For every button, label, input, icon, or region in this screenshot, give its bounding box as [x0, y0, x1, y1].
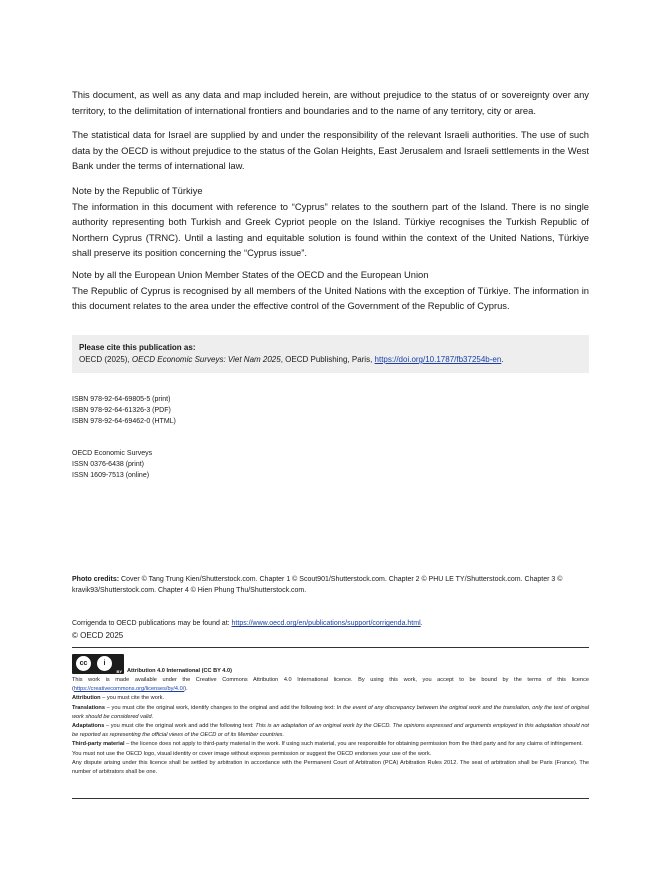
adaptations-italic: This is an adaptation of an original work by the OECD. The opinions expressed and arguments employed in this adaptation should not be reported as representing the official views of the OECD or of its Member countries. [72, 723, 589, 739]
license-adaptations [72, 722, 589, 740]
copyright: © OECD 2025 [72, 631, 124, 640]
third-party-text: – the licence does not apply to third-party material in the work. If using such material, you are responsible for obtaining permission from the third party and for any claims of infringement. [124, 741, 583, 748]
attribution-label: Attribution [72, 695, 101, 702]
corrigenda-note [72, 618, 423, 629]
turkiye-note-heading: Note by the Republic of Türkiye [72, 185, 203, 196]
isbn-list [72, 394, 176, 427]
isbn-print: ISBN 978-92-64-69805-5 (print) [72, 396, 171, 403]
photo-credits-label: Photo credits: [72, 576, 120, 583]
license-block [72, 654, 589, 777]
attribution-text: – you must cite the work. [100, 695, 165, 702]
citation-heading: Please cite this publication as: [79, 343, 196, 352]
license-attribution [72, 694, 589, 703]
disclaimer-paragraph: This document, as well as any data and map included herein, are without prejudice to the status of or sovereignty over any territory, to the delimitation of international frontiers and boundaries and to the name of any territory, city or area. [72, 89, 589, 116]
license-bottom-divider [72, 798, 589, 799]
license-top-divider [72, 647, 589, 648]
by-label: BY [116, 669, 122, 674]
citation-prefix: OECD (2025), [79, 355, 132, 364]
turkiye-note [72, 183, 589, 261]
corrigenda-text: Corrigenda to OECD publications may be found at: [72, 620, 232, 627]
citation-doi-link[interactable]: https://doi.org/10.1787/fb37254b-en [374, 355, 502, 364]
license-logo-note: You must not use the OECD logo, visual identity or cover image without express permission or suggest the OECD endorses your use of the work. [72, 750, 432, 757]
turkiye-note-text: The information in this document with reference to “Cyprus” relates to the southern part of the Island. There is no single authority representing both Turkish and Greek Cypriot people on the Island. Türkiye recognises the Turkish Republic of Northern Cyprus (TRNC). Until a lasting and equitable solution is found within the context of the United Nations, Türkiye shall preserve its position concerning the “Cyprus issue”. [72, 200, 589, 258]
cc-by-badge-icon [72, 654, 124, 674]
photo-credits [72, 574, 589, 596]
adaptations-text: – you must cite the original work and add the following text: [104, 723, 256, 730]
translations-italic: In the event of any discrepancy between the original work and the translation, only the text of original work should be considered valid. [72, 704, 589, 720]
eu-note-text: The Republic of Cyprus is recognised by all members of the United Nations with the exception of Türkiye. The information in this document relates to the area under the effective control of the Government of the Republic of Cyprus. [72, 284, 589, 311]
license-body [72, 676, 589, 777]
translations-label: Translations [72, 704, 105, 711]
license-header [72, 654, 589, 674]
cc-icon: cc [76, 656, 91, 671]
series-title: OECD Economic Surveys [72, 450, 153, 457]
issn-print: ISSN 0376-6438 (print) [72, 461, 144, 468]
license-link[interactable]: https://creativecommons.org/licenses/by/4.0/ [73, 686, 185, 693]
citation-text [79, 354, 582, 366]
attribution-person-icon: i [97, 656, 112, 671]
series-info [72, 448, 152, 481]
isbn-pdf: ISBN 978-92-64-61326-3 (PDF) [72, 407, 171, 414]
israel-data-paragraph: The statistical data for Israel are supplied by and under the responsibility of the relevant Israeli authorities. The use of such data by the OECD is without prejudice to the status of the Golan Heights, East Jerusalem and Israeli settlements in the West Bank under the terms of international law. [72, 129, 589, 171]
license-intro-text: This work is made available under the Creative Commons Attribution 4.0 International licence. By using this work, you accept to be bound by the terms of this licence ( [72, 677, 589, 693]
isbn-html: ISBN 978-92-64-69462-0 (HTML) [72, 418, 176, 425]
adaptations-label: Adaptations [72, 723, 105, 730]
issn-online: ISSN 1609-7513 (online) [72, 472, 150, 479]
citation-title: OECD Economic Surveys: Viet Nam 2025 [131, 355, 281, 364]
license-third-party [72, 740, 589, 749]
citation-suffix: . [501, 355, 504, 364]
license-translations [72, 704, 589, 722]
photo-credits-text: Cover © Tang Trung Kien/Shutterstock.com. Chapter 1 © Scout901/Shutterstock.com. Chapter 2 © PHU LE TY/Shutterstock.com. Chapter 3 © kravik93/Shutterstock.com. Chapter 4 © Hien Phung Thu/Shutterstock.com. [72, 576, 563, 594]
eu-note [72, 267, 589, 314]
eu-note-heading: Note by all the European Union Member States of the OECD and the European Union [72, 269, 429, 280]
corrigenda-link[interactable]: https://www.oecd.org/en/publications/support/corrigenda.html [231, 620, 421, 627]
license-dispute-note: Any dispute arising under this licence shall be settled by arbitration in accordance with the Permanent Court of Arbitration (PCA) Arbitration Rules 2012. The seat of arbitration shall be Paris (France). The number of arbitrators shall be one. [72, 759, 589, 776]
citation-box [72, 335, 589, 373]
third-party-label: Third-party material [72, 741, 125, 748]
corrigenda-suffix: . [420, 620, 423, 627]
license-title: Attribution 4.0 International (CC BY 4.0) [127, 668, 232, 674]
citation-publisher: , OECD Publishing, Paris, [280, 355, 375, 364]
translations-text: – you must cite the original work, identify changes to the original and add the following text: [104, 704, 337, 711]
license-intro [72, 676, 589, 694]
license-intro-end: ). [184, 686, 188, 693]
